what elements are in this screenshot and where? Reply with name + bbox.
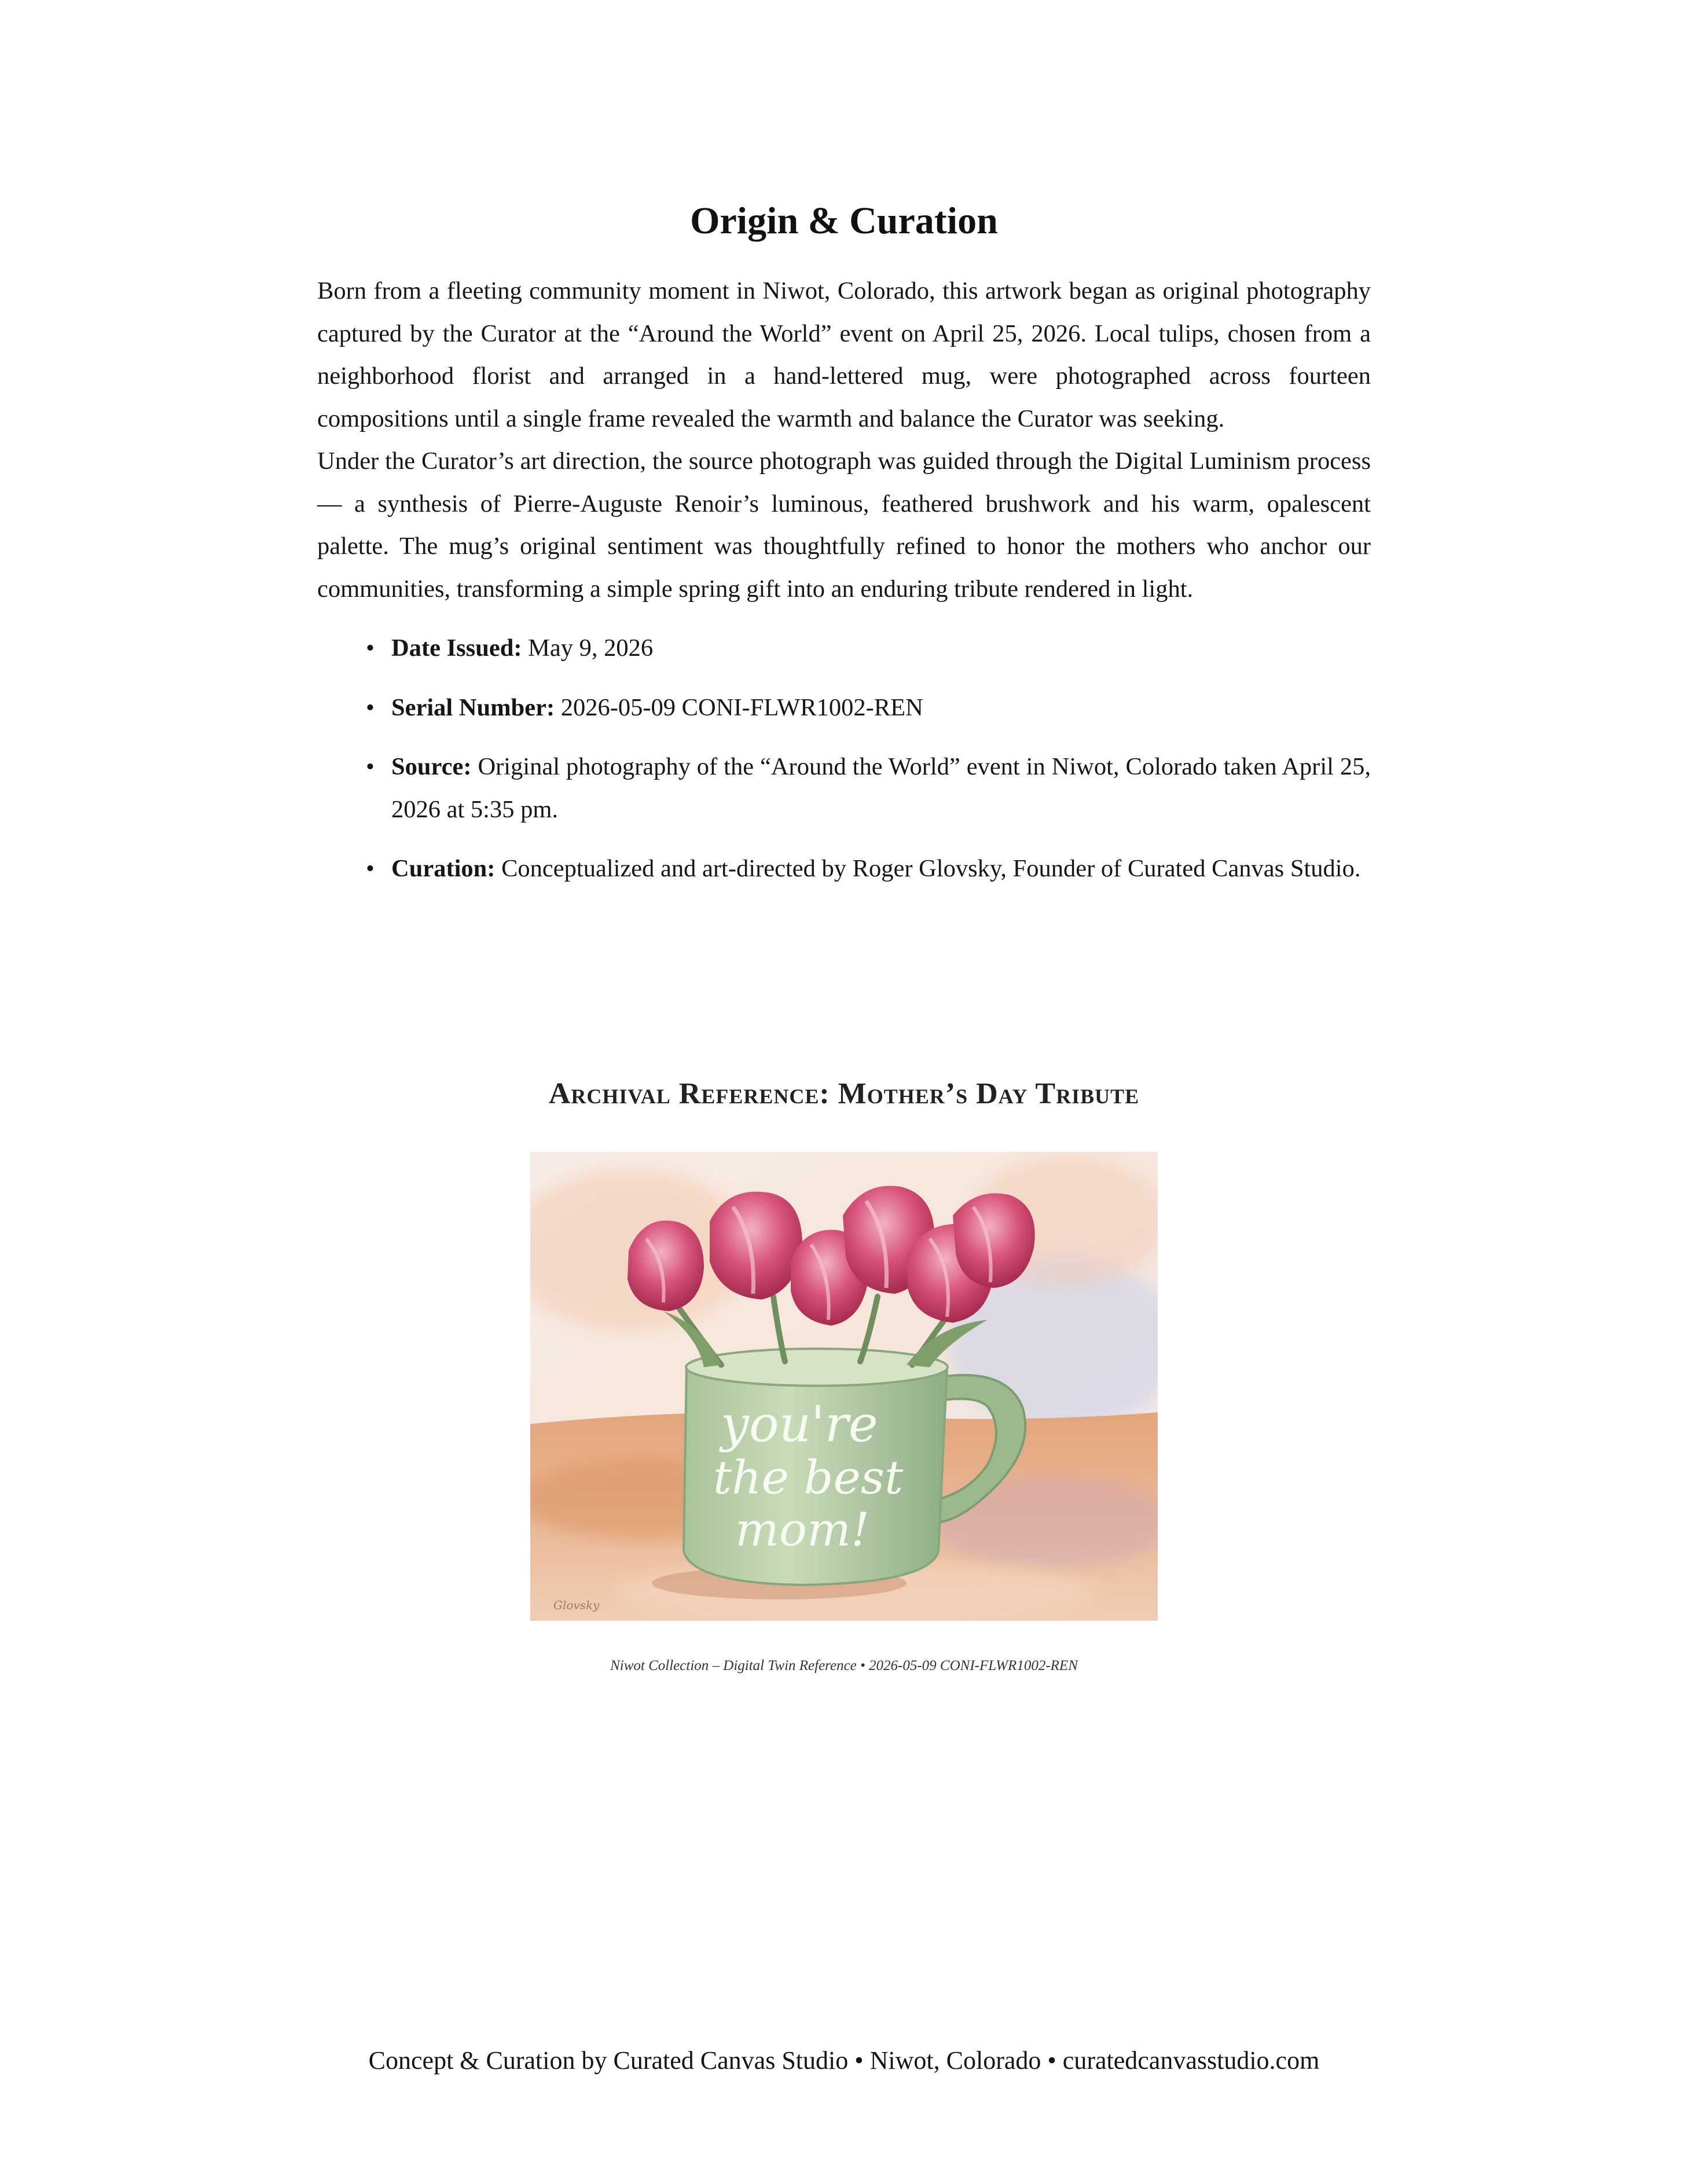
fact-source bbox=[359, 746, 1371, 831]
page-footer: Concept & Curation by Curated Canvas Studio • Niwot, Colorado • curatedcanvasstudio.com bbox=[368, 2046, 1320, 2075]
fact-value: Conceptualized and art-directed by Roger Glovsky, Founder of Curated Canvas Studio. bbox=[501, 855, 1361, 882]
tulip-1 bbox=[628, 1221, 704, 1311]
fact-value: 2026-05-09 CONI-FLWR1002-REN bbox=[560, 693, 923, 721]
origin-body bbox=[317, 270, 1371, 610]
fact-label: Serial Number: bbox=[391, 693, 555, 721]
bullet-icon: • bbox=[366, 855, 375, 882]
mug-lettering-line-2: the best bbox=[713, 1451, 904, 1504]
fact-curation bbox=[359, 847, 1371, 890]
mug-rim bbox=[686, 1349, 948, 1386]
fact-date-issued bbox=[359, 627, 1371, 670]
facts-list bbox=[359, 627, 1371, 907]
archival-reference-heading: Archival Reference: Mother’s Day Tribute bbox=[548, 1077, 1140, 1110]
artist-signature: Glovsky bbox=[553, 1598, 600, 1612]
fact-label: Curation: bbox=[391, 855, 496, 882]
origin-paragraph-1: Born from a fleeting community moment in Niwot, Colorado, this artwork began as original photography captured by the Curator at the “Around the World” event on April 25, 2026. Local tulips, chosen from a neighborhood florist and arranged in a hand-lettered mug, were photographed across fourteen compositions until a single frame revealed the warmth and balance the Curator was seeking. bbox=[317, 277, 1371, 432]
fact-label: Source: bbox=[391, 753, 472, 780]
bullet-icon: • bbox=[366, 693, 375, 721]
mug-lettering-line-1: you're bbox=[721, 1396, 878, 1453]
fact-label: Date Issued: bbox=[391, 634, 522, 662]
bullet-icon: • bbox=[366, 753, 375, 780]
origin-paragraph-2: Under the Curator’s art direction, the source photograph was guided through the Digital Luminism process — a synthesis of Pierre-Auguste Renoir’s luminous, feathered brushwork and his warm, opalescent palette. The mug’s original sentiment was thoughtfully refined to honor the mothers who anchor our communities, transforming a simple spring gift into an enduring tribute rendered in light. bbox=[317, 447, 1371, 603]
page-title: Origin & Curation bbox=[690, 200, 998, 242]
fact-value: May 9, 2026 bbox=[528, 634, 654, 662]
artwork-image bbox=[530, 1152, 1158, 1621]
fact-serial-number bbox=[359, 687, 1371, 729]
mug-lettering-line-3: mom! bbox=[735, 1503, 870, 1557]
tulip-mug-painting bbox=[530, 1152, 1158, 1621]
fact-value: Original photography of the “Around the World” event in Niwot, Colorado taken April 25, 2026 at 5:35 pm. bbox=[391, 753, 1371, 823]
artwork-caption: Niwot Collection – Digital Twin Reference • 2026-05-09 CONI-FLWR1002-REN bbox=[610, 1658, 1078, 1673]
bullet-icon: • bbox=[366, 634, 375, 662]
